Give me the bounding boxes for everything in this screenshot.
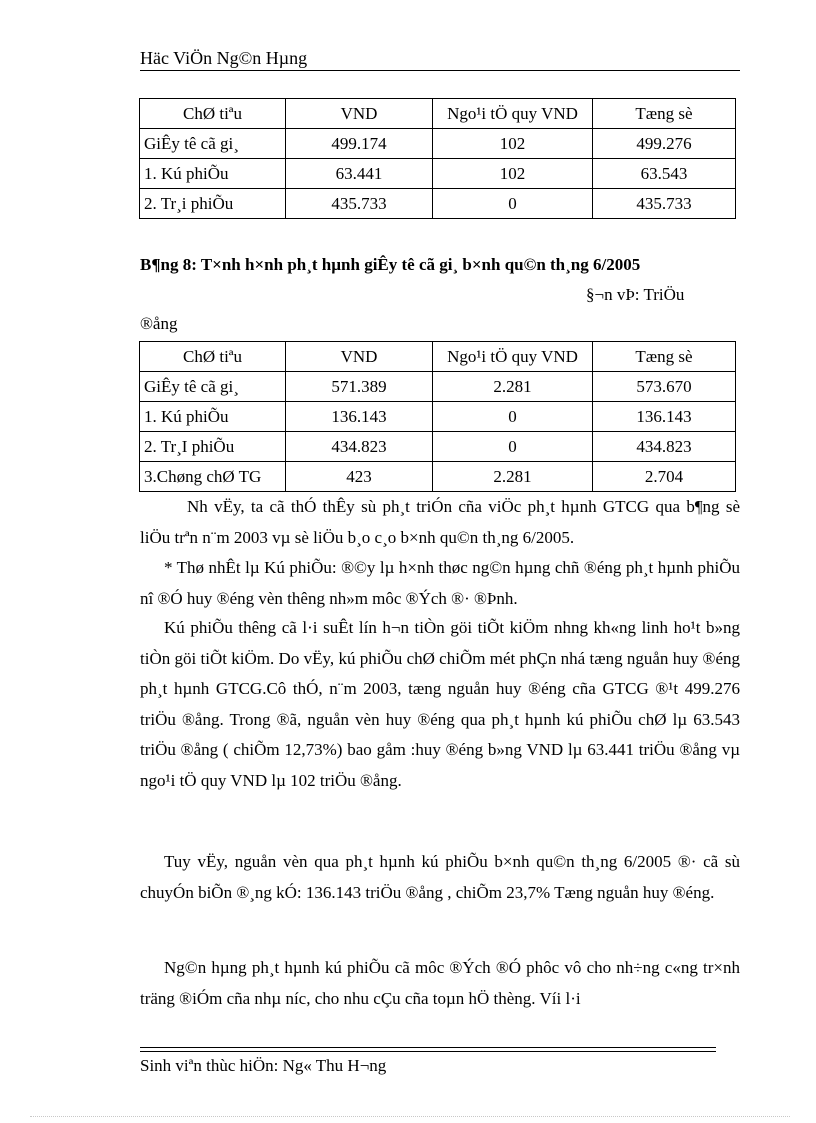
table-row: [140, 129, 736, 159]
table-cell: 571.389: [286, 372, 433, 402]
table-cell: GiÊy tê cã gi¸: [140, 129, 286, 159]
column-header: Tæng sè: [593, 99, 736, 129]
table-row: [140, 462, 736, 492]
footer-divider: [140, 1051, 716, 1052]
table-cell: 63.543: [593, 159, 736, 189]
table-cell: 1. Kú phiÕu: [140, 402, 286, 432]
table-row: [140, 372, 736, 402]
body-paragraph: Ng©n hµng ph¸t hµnh kú phiÕu cã môc ®Ých ®Ó phôc vô cho nh÷ng c«ng tr×nh träng ®iÓm cña nhµ níc, cho nhu cÇu cña toµn hÖ thèng. Víi l·i: [140, 958, 740, 1008]
table-cell: 0: [433, 402, 593, 432]
table-cell: 136.143: [593, 402, 736, 432]
table-cell: 2. Tr¸I phiÕu: [140, 432, 286, 462]
table-cell: 2.281: [433, 462, 593, 492]
page-header: Häc ViÖn Ng©n Hµng: [140, 48, 308, 68]
body-paragraph: Nh vËy, ta cã thÓ thÊy sù ph¸t triÓn cña viÖc ph¸t hµnh GTCG qua b¶ng sè liÖu trªn n¨m 2003 vµ sè liÖu b¸o c¸o b×nh qu©n th¸ng 6/2005.: [140, 497, 740, 547]
table-cell: 102: [433, 159, 593, 189]
table-cell: 0: [433, 432, 593, 462]
table-row: [140, 159, 736, 189]
table-ggtcg-june-2005: [139, 341, 736, 492]
column-header: ChØ tiªu: [140, 342, 286, 372]
column-header: Tæng sè: [593, 342, 736, 372]
body-paragraph: Tuy vËy, nguån vèn qua ph¸t hµnh kú phiÕu b×nh qu©n th¸ng 6/2005 ®· cã sù chuyÓn biÕn ®¸ng kÓ: 136.143 triÖu ®ång , chiÕm 23,7% Tæng nguån huy ®éng.: [140, 852, 740, 902]
table-cell: 435.733: [593, 189, 736, 219]
page-footer: Sinh viªn thùc hiÖn: Ng« Thu H¬ng: [140, 1056, 387, 1075]
table-cell: 573.670: [593, 372, 736, 402]
table-cell: 2.704: [593, 462, 736, 492]
page-bottom-border: [30, 1116, 790, 1117]
table-cell: 499.174: [286, 129, 433, 159]
table-cell: 2.281: [433, 372, 593, 402]
column-header: Ngo¹i tÖ quy VND: [433, 99, 593, 129]
table-cell: 136.143: [286, 402, 433, 432]
table-row: [140, 432, 736, 462]
table-header-row: [140, 99, 736, 129]
body-paragraph: * Thø nhÊt lµ Kú phiÕu: ®©y lµ h×nh thøc ng©n hµng chñ ®éng ph¸t hµnh phiÕu nî ®Ó huy ®éng vèn thêng nh»m môc ®Ých ®· ®Þnh.: [140, 558, 740, 608]
body-paragraph: Kú phiÕu thêng cã l·i suÊt lín h¬n tiÒn göi tiÕt kiÖm nhng kh«ng linh ho¹t b»ng tiÒn göi tiÕt kiÖm. Do vËy, kú phiÕu chØ chiÕm mét phÇn nhá tæng nguån huy ®éng ph¸t hµnh GTCG.Cô thÓ, n¨m 2003, tæng nguån huy ®éng cña GTCG ®¹t 499.276 triÖu ®ång. Trong ®ã, nguån vèn huy ®éng qua ph¸t hµnh kú phiÕu chØ lµ 63.543 triÖu ®ång ( chiÕm 12,73%) bao gåm :huy ®éng b»ng VND lµ 63.441 triÖu ®ång vµ ngo¹i tÖ quy VND lµ 102 triÖu ®ång.: [140, 618, 740, 790]
footer-divider: [140, 1047, 716, 1048]
table-header-row: [140, 342, 736, 372]
table-cell: 0: [433, 189, 593, 219]
table-cell: 102: [433, 129, 593, 159]
table-cell: 63.441: [286, 159, 433, 189]
table-cell: 2. Tr¸i phiÕu: [140, 189, 286, 219]
column-header: VND: [286, 99, 433, 129]
table-cell: 435.733: [286, 189, 433, 219]
column-header: Ngo¹i tÖ quy VND: [433, 342, 593, 372]
table-caption: B¶ng 8: T×nh h×nh ph¸t hµnh giÊy tê cã gi¸ b×nh qu©n th¸ng 6/2005: [140, 255, 641, 274]
table-cell: 423: [286, 462, 433, 492]
column-header: ChØ tiªu: [140, 99, 286, 129]
unit-label: §¬n vÞ: TriÖu: [586, 285, 685, 304]
table-ggtcg-2003: [139, 98, 736, 219]
unit-label-continued: ®ång: [140, 314, 178, 333]
table-cell: 434.823: [593, 432, 736, 462]
table-row: [140, 189, 736, 219]
header-divider: [140, 70, 740, 71]
table-row: [140, 402, 736, 432]
table-cell: 499.276: [593, 129, 736, 159]
table-cell: 434.823: [286, 432, 433, 462]
table-cell: 1. Kú phiÕu: [140, 159, 286, 189]
column-header: VND: [286, 342, 433, 372]
table-cell: GiÊy tê cã gi¸: [140, 372, 286, 402]
table-cell: 3.Chøng chØ TG: [140, 462, 286, 492]
